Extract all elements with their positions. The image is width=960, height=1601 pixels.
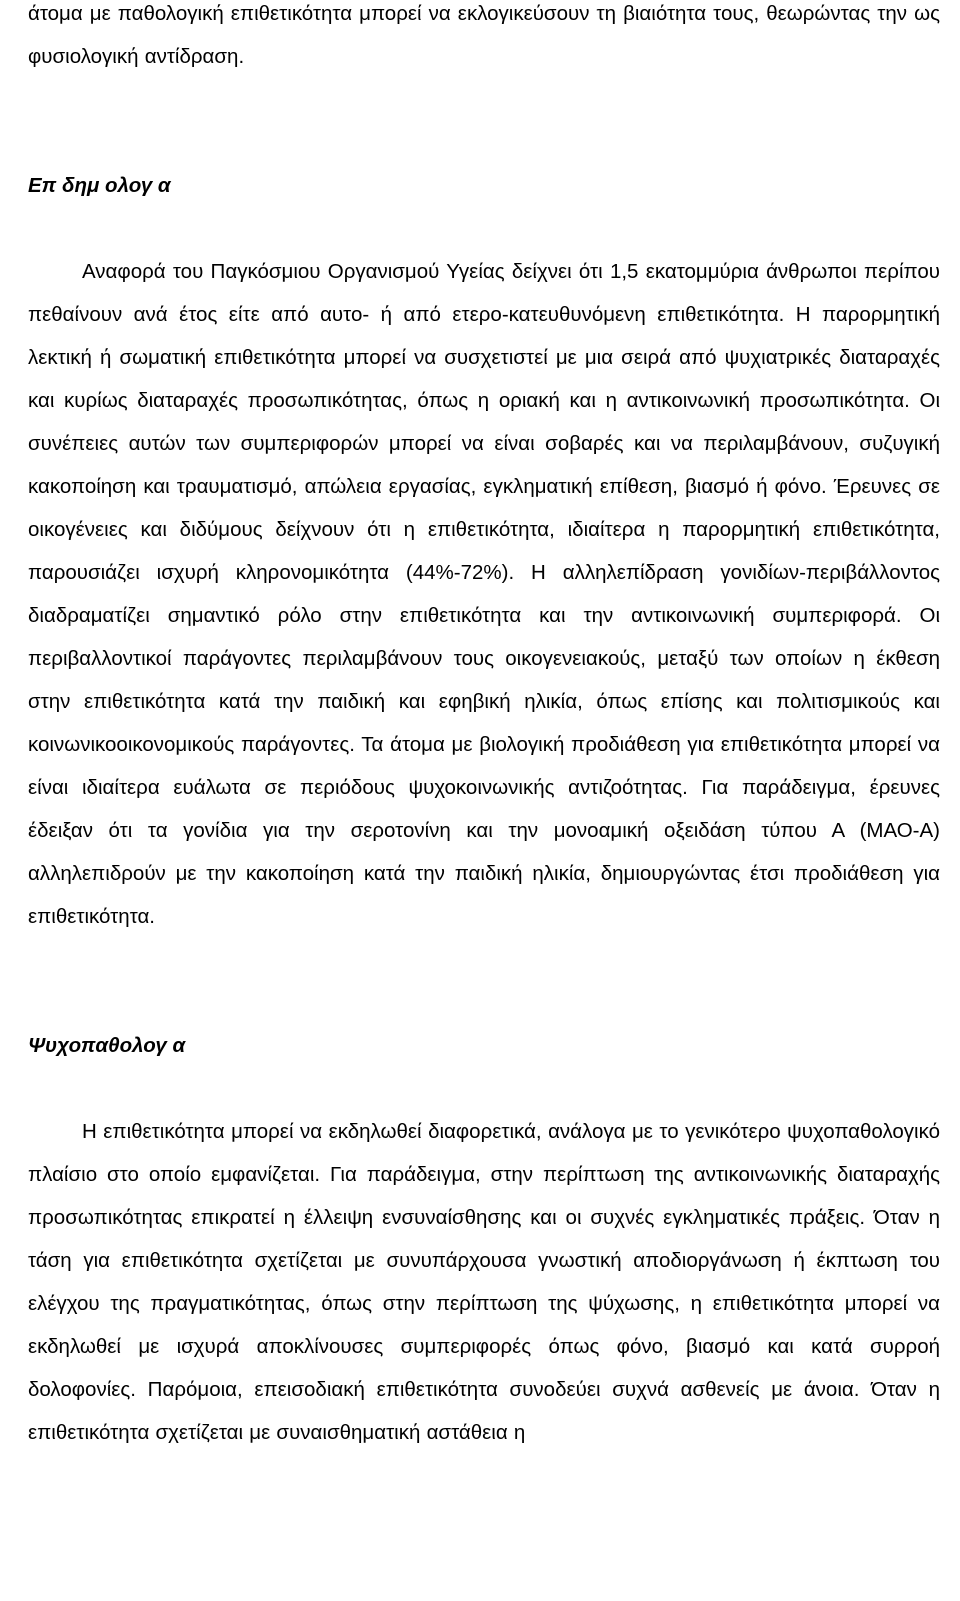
- section-heading-psychopathology: Ψυχοπαθολογ α: [28, 1034, 186, 1057]
- intro-paragraph: άτομα με παθολογική επιθετικότητα μπορεί να εκλογικεύσουν τη βιαιότητα τους, θεωρώντας την ως φυσιολογική αντίδραση.: [28, 2, 940, 68]
- epidemiology-paragraph: Αναφορά του Παγκόσμιου Οργανισμού Υγείας δείχνει ότι 1,5 εκατομμύρια άνθρωποι περίπου πεθαίνουν ανά έτος είτε από αυτο- ή από ετερο-κατευθυνόμενη επιθετικότητα. Η παρορμητική λεκτική ή σωματική επιθετικότητα μπορεί να συσχετιστεί με μια σειρά από ψυχιατρικές διαταραχές και κυρίως διαταραχές προσωπικότητας, όπως η οριακή και η αντικοινωνική προσωπικότητα. Οι συνέπειες αυτών των συμπεριφορών μπορεί να είναι σοβαρές και να περιλαμβάνουν, συζυγική κακοποίηση και τραυματισμό, απώλεια εργασίας, εγκληματική επίθεση, βιασμό ή φόνο. Έρευνες σε οικογένειες και διδύμους δείχνουν ότι η επιθετικότητα, ιδιαίτερα η παρορμητική επιθετικότητα, παρουσιάζει ισχυρή κληρονομικότητα (44%-72%). Η αλληλεπίδραση γονιδίων-περιβάλλοντος διαδραματίζει σημαντικό ρόλο στην επιθετικότητα και την αντικοινωνική συμπεριφορά. Οι περιβαλλοντικοί παράγοντες περιλαμβάνουν τους οικογενειακούς, μεταξύ των οποίων η έκθεση στην επιθετικότητα κατά την παιδική και εφηβική ηλικία, όπως επίσης και πολιτισμικούς και κοινωνικοοικονομικούς παράγοντες. Τα άτομα με βιολογική προδιάθεση για επιθετικότητα μπορεί να είναι ιδιαίτερα ευάλωτα σε περιόδους ψυχοκοινωνικής αντιζοότητας. Για παράδειγμα, έρευνες έδειξαν ότι τα γονίδια για την σεροτονίνη και την μονοαμική οξειδάση τύπου Α (ΜΑΟ-Α) αλληλεπιδρούν με την κακοποίηση κατά την παιδική ηλικία, δημιουργώντας έτσι προδιάθεση για επιθετικότητα.: [28, 260, 940, 928]
- psychopathology-paragraph: Η επιθετικότητα μπορεί να εκδηλωθεί διαφορετικά, ανάλογα με το γενικότερο ψυχοπαθολογικό πλαίσιο στο οποίο εμφανίζεται. Για παράδειγμα, στην περίπτωση της αντικοινωνικής διαταραχής προσωπικότητας επικρατεί η έλλειψη ενσυναίσθησης και οι συχνές εγκληματικές πράξεις. Όταν η τάση για επιθετικότητα σχετίζεται με συνυπάρχουσα γνωστική αποδιοργάνωση ή έκπτωση του ελέγχου της πραγματικότητας, όπως στην περίπτωση της ψύχωσης, η επιθετικότητα μπορεί να εκδηλωθεί με ισχυρά αποκλίνουσες συμπεριφορές όπως φόνο, βιασμό και κατά συρροή δολοφονίες. Παρόμοια, επεισοδιακή επιθετικότητα συνοδεύει συχνά ασθενείς με άνοια. Όταν η επιθετικότητα σχετίζεται με συναισθηματική αστάθεια η: [28, 1120, 940, 1444]
- section-heading-epidemiology: Επ δημ ολογ α: [28, 174, 171, 197]
